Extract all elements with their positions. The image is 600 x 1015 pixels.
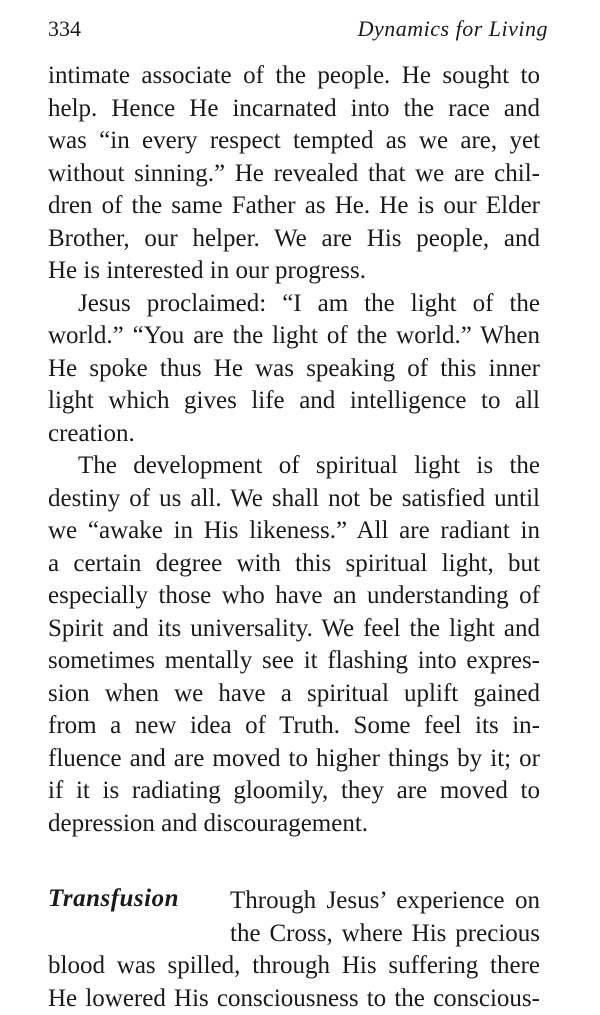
running-title: Dynamics for Living <box>358 16 548 42</box>
page-body <box>48 60 540 1015</box>
text-line: intimate associate of the people. He sought to <box>48 60 540 93</box>
text-line: light which gives life and intelligence to all <box>48 385 540 418</box>
paragraph <box>48 60 540 288</box>
text-line: the Cross, where His precious <box>48 918 540 951</box>
text-line: if it is radiating gloomily, they are moved to <box>48 775 540 808</box>
text-line: sion when we have a spiritual uplift gained <box>48 678 540 711</box>
text-line: Brother, our helper. We are His people, and <box>48 223 540 256</box>
text-line: The development of spiritual light is the <box>48 450 540 483</box>
text-line: dren of the same Father as He. He is our Elder <box>48 190 540 223</box>
text-line: destiny of us all. We shall not be satisfied until <box>48 483 540 516</box>
text-line: world.” “You are the light of the world.” When <box>48 320 540 353</box>
text-line: He lowered His consciousness to the conscious- <box>48 983 540 1015</box>
page-header <box>48 16 548 46</box>
text-line: without sinning.” He revealed that we are chil- <box>48 158 540 191</box>
text-line: we “awake in His likeness.” All are radiant in <box>48 515 540 548</box>
text-line: sometimes mentally see it flashing into expres- <box>48 645 540 678</box>
text-line: Spirit and its universality. We feel the light and <box>48 613 540 646</box>
text-line: Through Jesus’ experience on <box>48 885 540 918</box>
text-line: He spoke thus He was speaking of this inner <box>48 353 540 386</box>
section-transfusion <box>48 885 540 1015</box>
section-spacer <box>48 840 540 885</box>
text-line: from a new idea of Truth. Some feel its in- <box>48 710 540 743</box>
text-line: a certain degree with this spiritual light, but <box>48 548 540 581</box>
text-line: fluence and are moved to higher things by it; or <box>48 743 540 776</box>
paragraph <box>48 450 540 840</box>
text-line: depression and discouragement. <box>48 808 540 841</box>
text-line: especially those who have an understanding of <box>48 580 540 613</box>
page-number: 334 <box>48 16 81 42</box>
text-line: was “in every respect tempted as we are, yet <box>48 125 540 158</box>
text-line: creation. <box>48 418 540 451</box>
text-line: Jesus proclaimed: “I am the light of the <box>48 288 540 321</box>
text-line: He is interested in our progress. <box>48 255 540 288</box>
text-line: help. Hence He incarnated into the race and <box>48 93 540 126</box>
paragraph <box>48 288 540 451</box>
section-heading: Transfusion <box>48 885 179 913</box>
text-line: blood was spilled, through His suffering there <box>48 950 540 983</box>
